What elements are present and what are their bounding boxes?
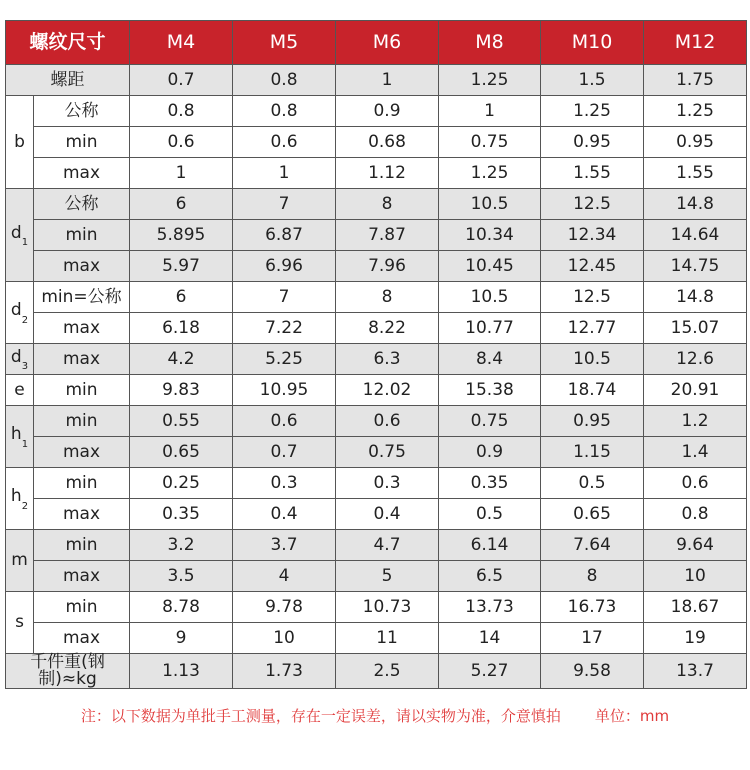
table-row xyxy=(6,127,747,158)
table-cell: 0.8 xyxy=(233,65,336,96)
table-cell: 12.77 xyxy=(541,313,644,344)
table-cell: 1.25 xyxy=(439,65,541,96)
table-cell: 14 xyxy=(439,623,541,654)
table-cell: 0.5 xyxy=(541,468,644,499)
row-label: max xyxy=(34,623,130,654)
table-cell: 10.77 xyxy=(439,313,541,344)
table-row-weight xyxy=(6,654,747,689)
table-cell: 7 xyxy=(233,282,336,313)
table-cell: 0.68 xyxy=(336,127,439,158)
table-cell: 3.2 xyxy=(130,530,233,561)
table-cell: 8 xyxy=(541,561,644,592)
table-cell: 4.2 xyxy=(130,344,233,375)
table-cell: 1 xyxy=(336,65,439,96)
table-cell: 6.18 xyxy=(130,313,233,344)
row-label: min xyxy=(34,406,130,437)
dimension-symbol xyxy=(6,282,34,344)
table-cell: 0.6 xyxy=(233,127,336,158)
table-cell: 0.6 xyxy=(644,468,747,499)
dimension-symbol xyxy=(6,189,34,282)
table-cell: 9 xyxy=(130,623,233,654)
table-cell: 1.73 xyxy=(233,654,336,689)
table-cell: 0.4 xyxy=(336,499,439,530)
table-cell: 8.22 xyxy=(336,313,439,344)
table-cell: 14.8 xyxy=(644,282,747,313)
table-cell: 0.3 xyxy=(233,468,336,499)
table-cell: 1 xyxy=(233,158,336,189)
table-cell: 3.7 xyxy=(233,530,336,561)
table-cell: 7.87 xyxy=(336,220,439,251)
row-label: min xyxy=(34,375,130,406)
dimension-symbol xyxy=(6,375,34,406)
table-cell: 14.8 xyxy=(644,189,747,220)
table-row xyxy=(6,313,747,344)
table-cell: 5.25 xyxy=(233,344,336,375)
table-row xyxy=(6,561,747,592)
table-cell: 10 xyxy=(233,623,336,654)
table-cell: 0.25 xyxy=(130,468,233,499)
unit-label: 单位：mm xyxy=(594,707,670,725)
row-label: max xyxy=(34,561,130,592)
dimension-letter: s xyxy=(15,612,24,632)
table-cell: 6.96 xyxy=(233,251,336,282)
table-cell: 1 xyxy=(439,96,541,127)
table-cell: 0.65 xyxy=(541,499,644,530)
table-cell: 6 xyxy=(130,189,233,220)
table-cell: 1.2 xyxy=(644,406,747,437)
table-cell: 0.6 xyxy=(336,406,439,437)
table-cell: 13.73 xyxy=(439,592,541,623)
table-cell: 8.78 xyxy=(130,592,233,623)
dimension-letter: d xyxy=(10,300,22,321)
row-label: min xyxy=(34,127,130,158)
table-cell: 0.3 xyxy=(336,468,439,499)
table-cell: 1.55 xyxy=(644,158,747,189)
table-cell: 0.8 xyxy=(644,499,747,530)
table-cell: 10 xyxy=(644,561,747,592)
table-cell: 10.34 xyxy=(439,220,541,251)
table-row xyxy=(6,375,747,406)
spec-table xyxy=(5,20,747,689)
table-cell: 6.3 xyxy=(336,344,439,375)
table-cell: 7.22 xyxy=(233,313,336,344)
table-cell: 9.83 xyxy=(130,375,233,406)
table-body xyxy=(6,65,747,689)
header-size: M12 xyxy=(644,21,747,65)
table-cell: 0.95 xyxy=(541,406,644,437)
weight-label: 千件重(钢制)≈kg xyxy=(6,654,130,689)
table-cell: 18.67 xyxy=(644,592,747,623)
dimension-subscript: 1 xyxy=(21,237,29,249)
table-cell: 0.8 xyxy=(233,96,336,127)
table-cell: 5.27 xyxy=(439,654,541,689)
table-cell: 16.73 xyxy=(541,592,644,623)
row-label: max xyxy=(34,437,130,468)
row-label: 公称 xyxy=(34,96,130,127)
dimension-letter: e xyxy=(14,379,25,400)
table-cell: 6.87 xyxy=(233,220,336,251)
row-label: min xyxy=(34,530,130,561)
table-cell: 7 xyxy=(233,189,336,220)
table-cell: 9.64 xyxy=(644,530,747,561)
table-cell: 0.7 xyxy=(233,437,336,468)
row-label: max xyxy=(34,499,130,530)
dimension-letter: d xyxy=(10,222,22,243)
table-cell: 5.895 xyxy=(130,220,233,251)
table-cell: 3.5 xyxy=(130,561,233,592)
table-cell: 12.45 xyxy=(541,251,644,282)
table-row xyxy=(6,251,747,282)
table-cell: 11 xyxy=(336,623,439,654)
header-row xyxy=(6,21,747,65)
dimension-symbol xyxy=(6,406,34,468)
table-cell: 8 xyxy=(336,189,439,220)
table-row xyxy=(6,437,747,468)
table-cell: 10.5 xyxy=(439,282,541,313)
table-row xyxy=(6,406,747,437)
dimension-letter: m xyxy=(11,550,28,570)
dimension-subscript: 2 xyxy=(21,314,29,326)
row-label: 公称 xyxy=(34,189,130,220)
table-cell: 1.15 xyxy=(541,437,644,468)
table-cell: 10.5 xyxy=(541,344,644,375)
table-cell: 0.35 xyxy=(130,499,233,530)
table-cell: 10.73 xyxy=(336,592,439,623)
table-cell: 6.14 xyxy=(439,530,541,561)
table-row xyxy=(6,96,747,127)
table-cell: 4.7 xyxy=(336,530,439,561)
table-cell: 0.4 xyxy=(233,499,336,530)
table-cell: 0.6 xyxy=(233,406,336,437)
measurement-note xyxy=(0,705,750,726)
row-label: min xyxy=(34,468,130,499)
table-row xyxy=(6,499,747,530)
table-cell: 1.75 xyxy=(644,65,747,96)
header-size: M4 xyxy=(130,21,233,65)
dimension-letter: h xyxy=(10,486,22,507)
note-text: 注：以下数据为单批手工测量，存在一定误差，请以实物为准，介意慎拍 xyxy=(80,707,561,725)
table-cell: 0.35 xyxy=(439,468,541,499)
dimension-subscript: 2 xyxy=(21,500,29,512)
row-label: max xyxy=(34,158,130,189)
dimension-subscript: 1 xyxy=(21,438,29,450)
table-cell: 0.75 xyxy=(439,127,541,158)
table-cell: 0.65 xyxy=(130,437,233,468)
table-row xyxy=(6,623,747,654)
table-cell: 1.25 xyxy=(644,96,747,127)
table-cell: 12.6 xyxy=(644,344,747,375)
table-cell: 6.5 xyxy=(439,561,541,592)
table-cell: 10.5 xyxy=(439,189,541,220)
table-cell: 15.07 xyxy=(644,313,747,344)
table-row xyxy=(6,282,747,313)
table-cell: 18.74 xyxy=(541,375,644,406)
dimension-symbol xyxy=(6,592,34,654)
table-cell: 9.58 xyxy=(541,654,644,689)
dimension-symbol xyxy=(6,96,34,189)
table-cell: 8 xyxy=(336,282,439,313)
table-cell: 6 xyxy=(130,282,233,313)
header-size: M8 xyxy=(439,21,541,65)
table-cell: 14.75 xyxy=(644,251,747,282)
table-cell: 1.55 xyxy=(541,158,644,189)
table-cell: 7.64 xyxy=(541,530,644,561)
table-cell: 17 xyxy=(541,623,644,654)
table-row xyxy=(6,158,747,189)
table-cell: 0.75 xyxy=(439,406,541,437)
pitch-label: 螺距 xyxy=(6,65,130,96)
table-cell: 12.34 xyxy=(541,220,644,251)
dimension-symbol xyxy=(6,468,34,530)
table-cell: 0.75 xyxy=(336,437,439,468)
table-cell: 5.97 xyxy=(130,251,233,282)
table-cell: 0.8 xyxy=(130,96,233,127)
table-cell: 1.12 xyxy=(336,158,439,189)
table-cell: 0.5 xyxy=(439,499,541,530)
dimension-subscript: 3 xyxy=(21,361,29,373)
table-cell: 1.25 xyxy=(541,96,644,127)
table-cell: 10.45 xyxy=(439,251,541,282)
dimension-letter: b xyxy=(14,131,25,152)
table-cell: 1 xyxy=(130,158,233,189)
row-label: min=公称 xyxy=(34,282,130,313)
table-cell: 12.02 xyxy=(336,375,439,406)
table-cell: 1.4 xyxy=(644,437,747,468)
table-cell: 0.9 xyxy=(336,96,439,127)
dimension-symbol xyxy=(6,344,34,375)
dimension-letter: d xyxy=(10,346,22,367)
table-cell: 4 xyxy=(233,561,336,592)
table-cell: 0.95 xyxy=(541,127,644,158)
header-size: M6 xyxy=(336,21,439,65)
table-cell: 14.64 xyxy=(644,220,747,251)
dimension-symbol xyxy=(6,530,34,592)
table-cell: 2.5 xyxy=(336,654,439,689)
table-cell: 5 xyxy=(336,561,439,592)
header-thread-size: 螺纹尺寸 xyxy=(6,21,130,65)
table-cell: 20.91 xyxy=(644,375,747,406)
table-row xyxy=(6,468,747,499)
row-label: min xyxy=(34,220,130,251)
table-cell: 10.95 xyxy=(233,375,336,406)
table-cell: 0.7 xyxy=(130,65,233,96)
table-cell: 9.78 xyxy=(233,592,336,623)
row-label: max xyxy=(34,313,130,344)
row-label: max xyxy=(34,344,130,375)
table-cell: 1.5 xyxy=(541,65,644,96)
table-cell: 0.95 xyxy=(644,127,747,158)
dimension-letter: h xyxy=(10,424,22,445)
header-size: M10 xyxy=(541,21,644,65)
table-cell: 8.4 xyxy=(439,344,541,375)
row-label: min xyxy=(34,592,130,623)
table-cell: 0.9 xyxy=(439,437,541,468)
table-cell: 1.25 xyxy=(439,158,541,189)
table-row xyxy=(6,592,747,623)
table-cell: 1.13 xyxy=(130,654,233,689)
table-cell: 13.7 xyxy=(644,654,747,689)
table-cell: 12.5 xyxy=(541,189,644,220)
table-cell: 0.6 xyxy=(130,127,233,158)
table-cell: 12.5 xyxy=(541,282,644,313)
table-row xyxy=(6,220,747,251)
table-row xyxy=(6,189,747,220)
table-row xyxy=(6,344,747,375)
table-row-pitch xyxy=(6,65,747,96)
table-cell: 0.55 xyxy=(130,406,233,437)
table-cell: 7.96 xyxy=(336,251,439,282)
table-row xyxy=(6,530,747,561)
table-cell: 19 xyxy=(644,623,747,654)
row-label: max xyxy=(34,251,130,282)
header-size: M5 xyxy=(233,21,336,65)
table-cell: 15.38 xyxy=(439,375,541,406)
